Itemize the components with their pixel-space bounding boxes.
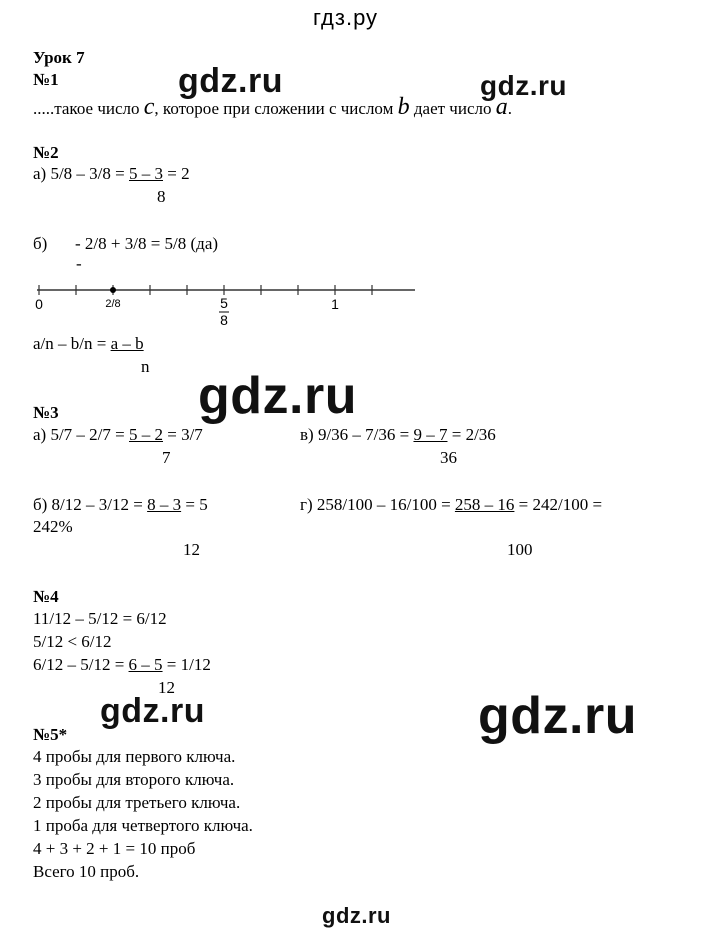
expr-result: = 2/36 <box>447 425 496 444</box>
fraction-numerator: 5 – 2 <box>129 425 163 444</box>
task2-a <box>33 164 190 184</box>
number-line-point <box>110 287 116 293</box>
expr-left: в) 9/36 – 7/36 = <box>300 425 414 444</box>
task1-label: №1 <box>33 70 59 89</box>
expr-left: б) 8/12 – 3/12 = <box>33 495 148 514</box>
task3-label: №3 <box>33 403 59 422</box>
expr-left: г) 258/100 – 16/100 = <box>300 495 455 514</box>
task1-part: , которое при сложении с числом <box>154 99 398 118</box>
task1-part: дает число <box>409 99 496 118</box>
task5-label: №5* <box>33 725 68 744</box>
task5-line: 4 + 3 + 2 + 1 = 10 проб <box>33 839 196 858</box>
task1-text <box>33 94 512 120</box>
task2-b-marker: б) <box>33 234 48 253</box>
expr-left: а) 5/7 – 2/7 = <box>33 425 129 444</box>
fraction-denominator: 12 <box>158 678 175 697</box>
expr-result: = 3/7 <box>163 425 203 444</box>
task3-percent: 242% <box>33 517 73 536</box>
task5-line: 1 проба для четвертого ключа. <box>33 816 253 835</box>
task2-label: №2 <box>33 143 59 162</box>
expr-result: = 1/12 <box>162 655 211 674</box>
variable-a: a <box>495 94 508 120</box>
variable-b: b <box>397 94 410 120</box>
watermark: gdz.ru <box>478 687 637 745</box>
variable-c: c <box>143 94 155 120</box>
lesson-title: Урок 7 <box>33 48 85 67</box>
task4-line: 11/12 – 5/12 = 6/12 <box>33 609 167 628</box>
fraction-numerator: 6 – 5 <box>128 655 163 674</box>
task3-b <box>33 495 208 515</box>
task4-line <box>33 655 211 675</box>
label-two-eighths: 2/8 <box>105 298 121 310</box>
watermark: gdz.ru <box>100 692 205 730</box>
expr-left: a/n – b/n = <box>33 334 111 353</box>
label-fraction-denominator: 8 <box>220 312 228 328</box>
label-one: 1 <box>331 296 339 312</box>
fraction-denominator: 12 <box>183 540 200 559</box>
watermark: gdz.ru <box>198 367 357 425</box>
number-line <box>33 276 423 332</box>
task4-label: №4 <box>33 587 59 606</box>
fraction-numerator: 8 – 3 <box>147 495 182 514</box>
expr-left: а) 5/8 – 3/8 = <box>33 164 129 183</box>
watermark: gdz.ru <box>178 62 283 100</box>
task2-b-dash: - <box>76 254 82 273</box>
task3-g <box>300 495 602 515</box>
task1-part: .....такое число <box>33 99 144 118</box>
label-zero: 0 <box>35 296 43 312</box>
fraction-denominator: 100 <box>507 540 533 559</box>
fraction-denominator: n <box>141 357 150 376</box>
expr-result: = 5 <box>181 495 208 514</box>
watermark: gdz.ru <box>322 903 391 928</box>
fraction-numerator: 5 – 3 <box>129 164 163 183</box>
expr-result: = 2 <box>163 164 190 183</box>
task5-line: 2 пробы для третьего ключа. <box>33 793 241 812</box>
label-fraction-numerator: 5 <box>220 295 228 311</box>
task3-v <box>300 425 496 445</box>
fraction-numerator: 258 – 16 <box>454 495 515 514</box>
task4-line: 5/12 < 6/12 <box>33 632 112 651</box>
task5-line: 3 пробы для второго ключа. <box>33 770 235 789</box>
task2-b-expr: - 2/8 + 3/8 = 5/8 (да) <box>75 234 219 253</box>
task5-line: 4 пробы для первого ключа. <box>33 747 236 766</box>
expr-left: 6/12 – 5/12 = <box>33 655 129 674</box>
task3-a <box>33 425 203 445</box>
expr-result: = 242/100 = <box>514 495 603 514</box>
fraction-denominator: 36 <box>440 448 457 467</box>
site-header: гдз.ру <box>313 5 379 30</box>
fraction-numerator: a – b <box>110 334 144 353</box>
task2-rule <box>33 334 144 354</box>
fraction-denominator: 8 <box>157 187 166 206</box>
fraction-denominator: 7 <box>162 448 171 467</box>
watermark: gdz.ru <box>480 70 567 101</box>
fraction-numerator: 9 – 7 <box>413 425 448 444</box>
task5-line: Всего 10 проб. <box>33 862 140 881</box>
task1-part: . <box>507 99 512 118</box>
